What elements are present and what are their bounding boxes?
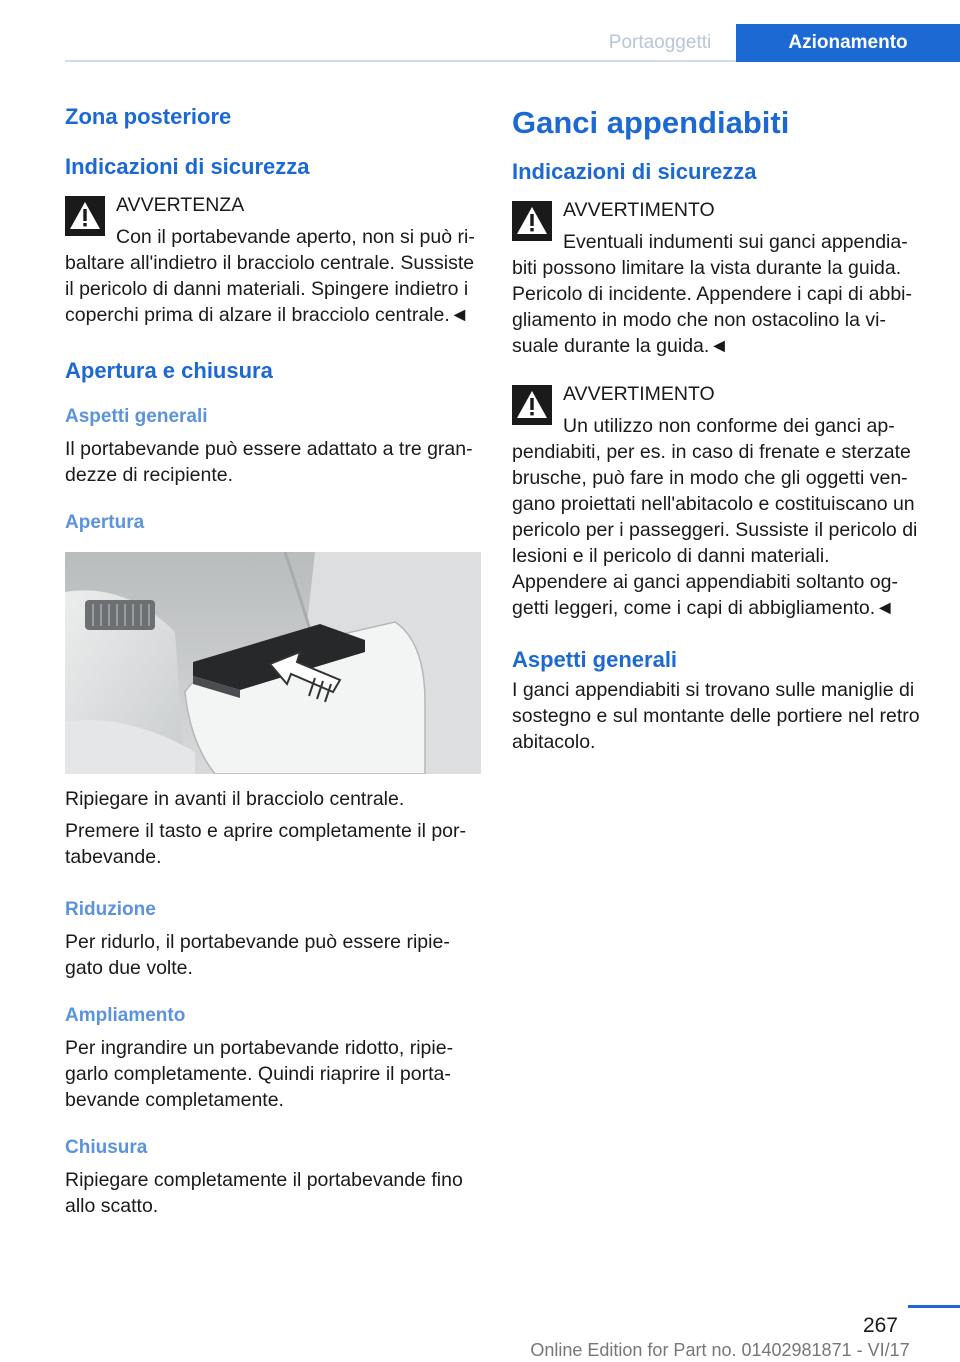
section-title-coat-hooks: Ganci appendiabiti — [512, 105, 790, 140]
warning-triangle-icon — [512, 201, 552, 241]
header-section-tab[interactable]: Portaoggetti — [608, 32, 712, 53]
safety-heading-right: Indicazioni di sicurezza — [512, 159, 757, 184]
warning-text: Un utilizzo non conforme dei ganci appendiabiti, per es. in caso di frenate e sterzate brusche, può fare in modo che gli oggetti vengano proiettati nell'abitacolo e costituiscano un pericolo per i passeggeri. Sussiste il pericolo di lesioni e il pericolo di danni materiali. Appendere ai ganci appendiabiti soltanto oggetti leggeri, come i capi di abbigliamento.◄ — [512, 415, 918, 619]
left-column — [65, 100, 481, 1219]
reduce-heading: Riduzione — [65, 899, 156, 920]
warning-title: AVVERTIMENTO — [563, 383, 715, 405]
section-title-rear-area: Zona posteriore — [65, 104, 232, 129]
general-text: Il portabevande può essere adattato a tre grandezze di recipiente. — [65, 438, 473, 486]
expand-text: Per ingrandire un portabevande ridotto, ripiegarlo completamente. Quindi riaprire il portabevande completamente. — [65, 1037, 454, 1111]
closing-heading: Chiusura — [65, 1137, 148, 1158]
step2-text: Premere il tasto e aprire completamente il portabevande. — [65, 820, 467, 868]
warning-triangle-icon — [65, 196, 105, 236]
edition-note: Online Edition for Part no. 01402981871 - VI/17 — [530, 1340, 910, 1360]
page-number-rule — [908, 1305, 960, 1308]
header-chapter-tab[interactable]: Azionamento — [736, 24, 960, 62]
warning-block — [65, 192, 481, 328]
warning-triangle-icon — [512, 385, 552, 425]
page-number: 267 — [862, 1314, 898, 1337]
opening-heading: Apertura — [65, 512, 145, 533]
warning-text: Con il portabevande aperto, non si può ribaltare all'indietro il bracciolo centrale. Sussiste il pericolo di danni materiali. Spingere indietro i coperchi prima di alzare il bracciolo centrale.◄ — [65, 226, 475, 326]
warning-block-2 — [512, 381, 926, 621]
reduce-text: Per ridurlo, il portabevande può essere ripiegato due volte. — [65, 931, 450, 979]
general-heading: Aspetti generali — [65, 406, 208, 427]
general-text-right: I ganci appendiabiti si trovano sulle maniglie di sostegno e sul montante delle portiere nel retro abitacolo. — [512, 679, 920, 753]
right-column — [512, 100, 926, 755]
safety-heading: Indicazioni di sicurezza — [65, 154, 310, 179]
warning-block-1 — [512, 197, 926, 359]
general-heading-right: Aspetti generali — [512, 647, 678, 672]
cupholder-photo — [65, 552, 481, 774]
warning-title: AVVERTIMENTO — [563, 199, 715, 221]
expand-heading: Ampliamento — [65, 1005, 186, 1026]
warning-title: AVVERTENZA — [116, 194, 245, 216]
open-close-heading: Apertura e chiusura — [65, 358, 273, 383]
warning-text: Eventuali indumenti sui ganci appendiabiti possono limitare la vista durante la guida. Pericolo di incidente. Appendere i capi di abbigliamento in modo che non ostacolino la visuale durante la guida.◄ — [512, 231, 913, 357]
closing-text: Ripiegare completamente il portabevande fino allo scatto. — [65, 1169, 463, 1217]
step1-text: Ripiegare in avanti il bracciolo centrale. — [65, 788, 405, 810]
